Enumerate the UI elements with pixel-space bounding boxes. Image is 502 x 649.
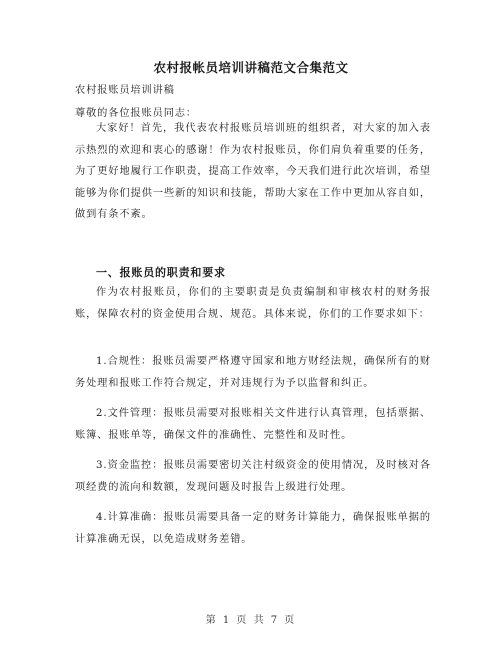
page-number: 第 1 页 共 7 页 [205,615,297,626]
section-intro-paragraph: 作为农村报账员，你们的主要职责是负责编制和审核农村的财务报账，保障农村的资金使用合规、规范。具体来说，你们的工作要求如下： [75,287,431,320]
document-title: 农村报帐员培训讲稿范文合集范文 [153,60,349,75]
section-heading: 一、报账员的职责和要求 [96,266,226,279]
list-item: 3.资金监控：报账员需要密切关注村级资金的使用情况，及时核对各项经费的流向和数额，发现问题及时报告上级进行处理。 [75,460,431,493]
list-item: 1.合规性：报账员需要严格遵守国家和地方财经法规，确保所有的财务处理和报账工作符合规定，并对违规行为予以监督和纠正。 [75,356,431,389]
list-item: 2.文件管理：报账员需要对报账相关文件进行认真管理，包括票据、账簿、报账单等，确保文件的准确性、完整性和及时性。 [75,408,431,441]
salutation: 尊敬的各位报账员同志： [75,108,197,119]
list-item: 4.计算准确：报账员需要具备一定的财务计算能力，确保报账单据的计算准确无误，以免造成财务差错。 [75,512,431,545]
document-subtitle: 农村报账员培训讲稿 [75,85,175,96]
intro-paragraph: 大家好！首先，我代表农村报账员培训班的组织者，对大家的加入表示热烈的欢迎和衷心的感谢！作为农村报账员，你们肩负着重要的任务，为了更好地履行工作职责，提高工作效率，今天我们进行此次培训，希望能够为你们提供一些新的知识和技能，帮助大家在工作中更加从容自如，做到有条不紊。 [75,123,431,221]
